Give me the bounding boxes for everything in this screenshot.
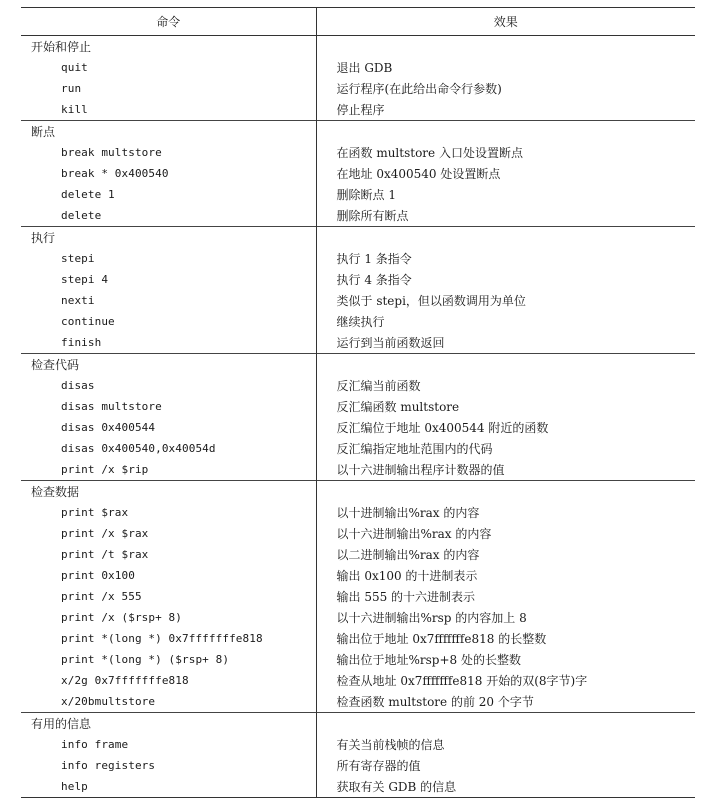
command-cell: disas 0x400544: [61, 421, 156, 434]
section-header-row: [21, 121, 695, 143]
section-effect-spacer: [316, 481, 695, 503]
effect-cell: 在地址 0x400540 处设置断点: [316, 163, 695, 184]
gdb-command-table-page: [21, 7, 695, 803]
command-cell: stepi 4: [61, 273, 109, 286]
command-cell: break * 0x400540: [61, 167, 169, 180]
command-cell: run: [61, 82, 82, 95]
effect-cell: 删除断点 1: [316, 184, 695, 205]
command-cell: disas 0x400540,0x40054d: [61, 442, 216, 455]
table-row: [21, 459, 695, 481]
effect-cell: 反汇编指定地址范围内的代码: [316, 438, 695, 459]
section-effect-spacer: [316, 121, 695, 143]
section-effect-spacer: [316, 36, 695, 58]
effect-cell: 退出 GDB: [316, 57, 695, 78]
table-row: [21, 649, 695, 670]
effect-cell: 继续执行: [316, 311, 695, 332]
table-row: [21, 438, 695, 459]
command-cell: quit: [61, 61, 88, 74]
effect-cell: 反汇编当前函数: [316, 375, 695, 396]
section-title: 检查代码: [21, 354, 316, 376]
effect-cell: 反汇编函数 multstore: [316, 396, 695, 417]
command-cell: info registers: [61, 759, 156, 772]
command-cell: info frame: [61, 738, 129, 751]
effect-cell: 执行 4 条指令: [316, 269, 695, 290]
effect-cell: 输出 0x100 的十进制表示: [316, 565, 695, 586]
command-cell: print /x ($rsp+ 8): [61, 611, 183, 624]
section-title: 检查数据: [21, 481, 316, 503]
command-cell: print /x 555: [61, 590, 142, 603]
effect-cell: 输出位于地址%rsp+8 处的长整数: [316, 649, 695, 670]
command-cell: help: [21, 776, 316, 798]
command-cell: x/2g 0x7fffffffe818: [61, 674, 189, 687]
table-row: [21, 269, 695, 290]
command-cell: print 0x100: [61, 569, 135, 582]
table-row: [21, 396, 695, 417]
section-effect-spacer: [316, 227, 695, 249]
effect-cell: 所有寄存器的值: [316, 755, 695, 776]
section-header-row: [21, 481, 695, 503]
table-row: [21, 163, 695, 184]
table-header-row: [21, 8, 695, 36]
effect-cell: 以十进制输出%rax 的内容: [316, 502, 695, 523]
command-cell: print *(long *) 0x7fffffffe818: [61, 632, 263, 645]
command-cell: print *(long *) ($rsp+ 8): [61, 653, 230, 666]
section-effect-spacer: [316, 713, 695, 735]
gdb-command-table: [21, 7, 695, 798]
effect-cell: 反汇编位于地址 0x400544 附近的函数: [316, 417, 695, 438]
effect-cell: 停止程序: [316, 99, 695, 121]
command-cell: print /x $rip: [61, 463, 149, 476]
effect-cell: 输出位于地址 0x7fffffffe818 的长整数: [316, 628, 695, 649]
effect-cell: 以十六进制输出%rax 的内容: [316, 523, 695, 544]
effect-cell: 输出 555 的十六进制表示: [316, 586, 695, 607]
effect-cell: 有关当前栈帧的信息: [316, 734, 695, 755]
table-row: [21, 184, 695, 205]
table-row: [21, 628, 695, 649]
effect-cell: 以十六进制输出程序计数器的值: [316, 459, 695, 481]
command-cell: stepi: [61, 252, 95, 265]
section-header-row: [21, 354, 695, 376]
table-row: [21, 205, 695, 227]
section-title: 开始和停止: [21, 36, 316, 58]
section-title: 断点: [21, 121, 316, 143]
effect-cell: 类似于 stepi，但以函数调用为单位: [316, 290, 695, 311]
effect-cell: 检查函数 multstore 的前 20 个字节: [316, 691, 695, 713]
column-header-command: 命令: [21, 8, 316, 36]
command-cell: delete: [61, 209, 102, 222]
column-header-effect: 效果: [316, 8, 695, 36]
effect-cell: 以十六进制输出%rsp 的内容加上 8: [316, 607, 695, 628]
effect-cell: 运行到当前函数返回: [316, 332, 695, 354]
command-cell: kill: [61, 103, 88, 116]
command-cell: print /x $rax: [61, 527, 149, 540]
effect-cell: 删除所有断点: [316, 205, 695, 227]
section-header-row: [21, 713, 695, 735]
table-row: [21, 57, 695, 78]
command-cell: nexti: [61, 294, 95, 307]
section-title: 有用的信息: [21, 713, 316, 735]
effect-cell: 以二进制输出%rax 的内容: [316, 544, 695, 565]
table-row: [21, 375, 695, 396]
command-cell: break multstore: [61, 146, 162, 159]
table-row: [21, 290, 695, 311]
effect-cell: 执行 1 条指令: [316, 248, 695, 269]
command-cell: finish: [61, 336, 102, 349]
effect-cell: 获取有关 GDB 的信息: [316, 776, 695, 798]
section-effect-spacer: [316, 354, 695, 376]
table-row: [21, 523, 695, 544]
table-row: [21, 332, 695, 354]
table-row: [21, 248, 695, 269]
command-cell: delete 1: [61, 188, 115, 201]
effect-cell: 检查从地址 0x7fffffffe818 开始的双(8字节)字: [316, 670, 695, 691]
table-row: [21, 417, 695, 438]
table-row: [21, 691, 695, 713]
command-cell: x/20bmultstore: [61, 695, 156, 708]
command-cell: disas: [61, 379, 95, 392]
command-cell: print /t $rax: [61, 548, 149, 561]
table-row: [21, 544, 695, 565]
effect-cell: 在函数 multstore 入口处设置断点: [316, 142, 695, 163]
table-row: [21, 78, 695, 99]
table-row: [21, 755, 695, 776]
table-row: [21, 670, 695, 691]
table-body: [21, 36, 695, 798]
effect-cell: 运行程序(在此给出命令行参数): [316, 78, 695, 99]
table-row: [21, 502, 695, 523]
table-row: [21, 776, 695, 798]
table-row: [21, 734, 695, 755]
section-title: 执行: [21, 227, 316, 249]
table-row: [21, 565, 695, 586]
section-header-row: [21, 36, 695, 58]
command-cell: print $rax: [61, 506, 129, 519]
command-cell: continue: [61, 315, 115, 328]
table-row: [21, 607, 695, 628]
table-row: [21, 99, 695, 121]
table-row: [21, 142, 695, 163]
table-row: [21, 586, 695, 607]
table-row: [21, 311, 695, 332]
section-header-row: [21, 227, 695, 249]
command-cell: disas multstore: [61, 400, 162, 413]
